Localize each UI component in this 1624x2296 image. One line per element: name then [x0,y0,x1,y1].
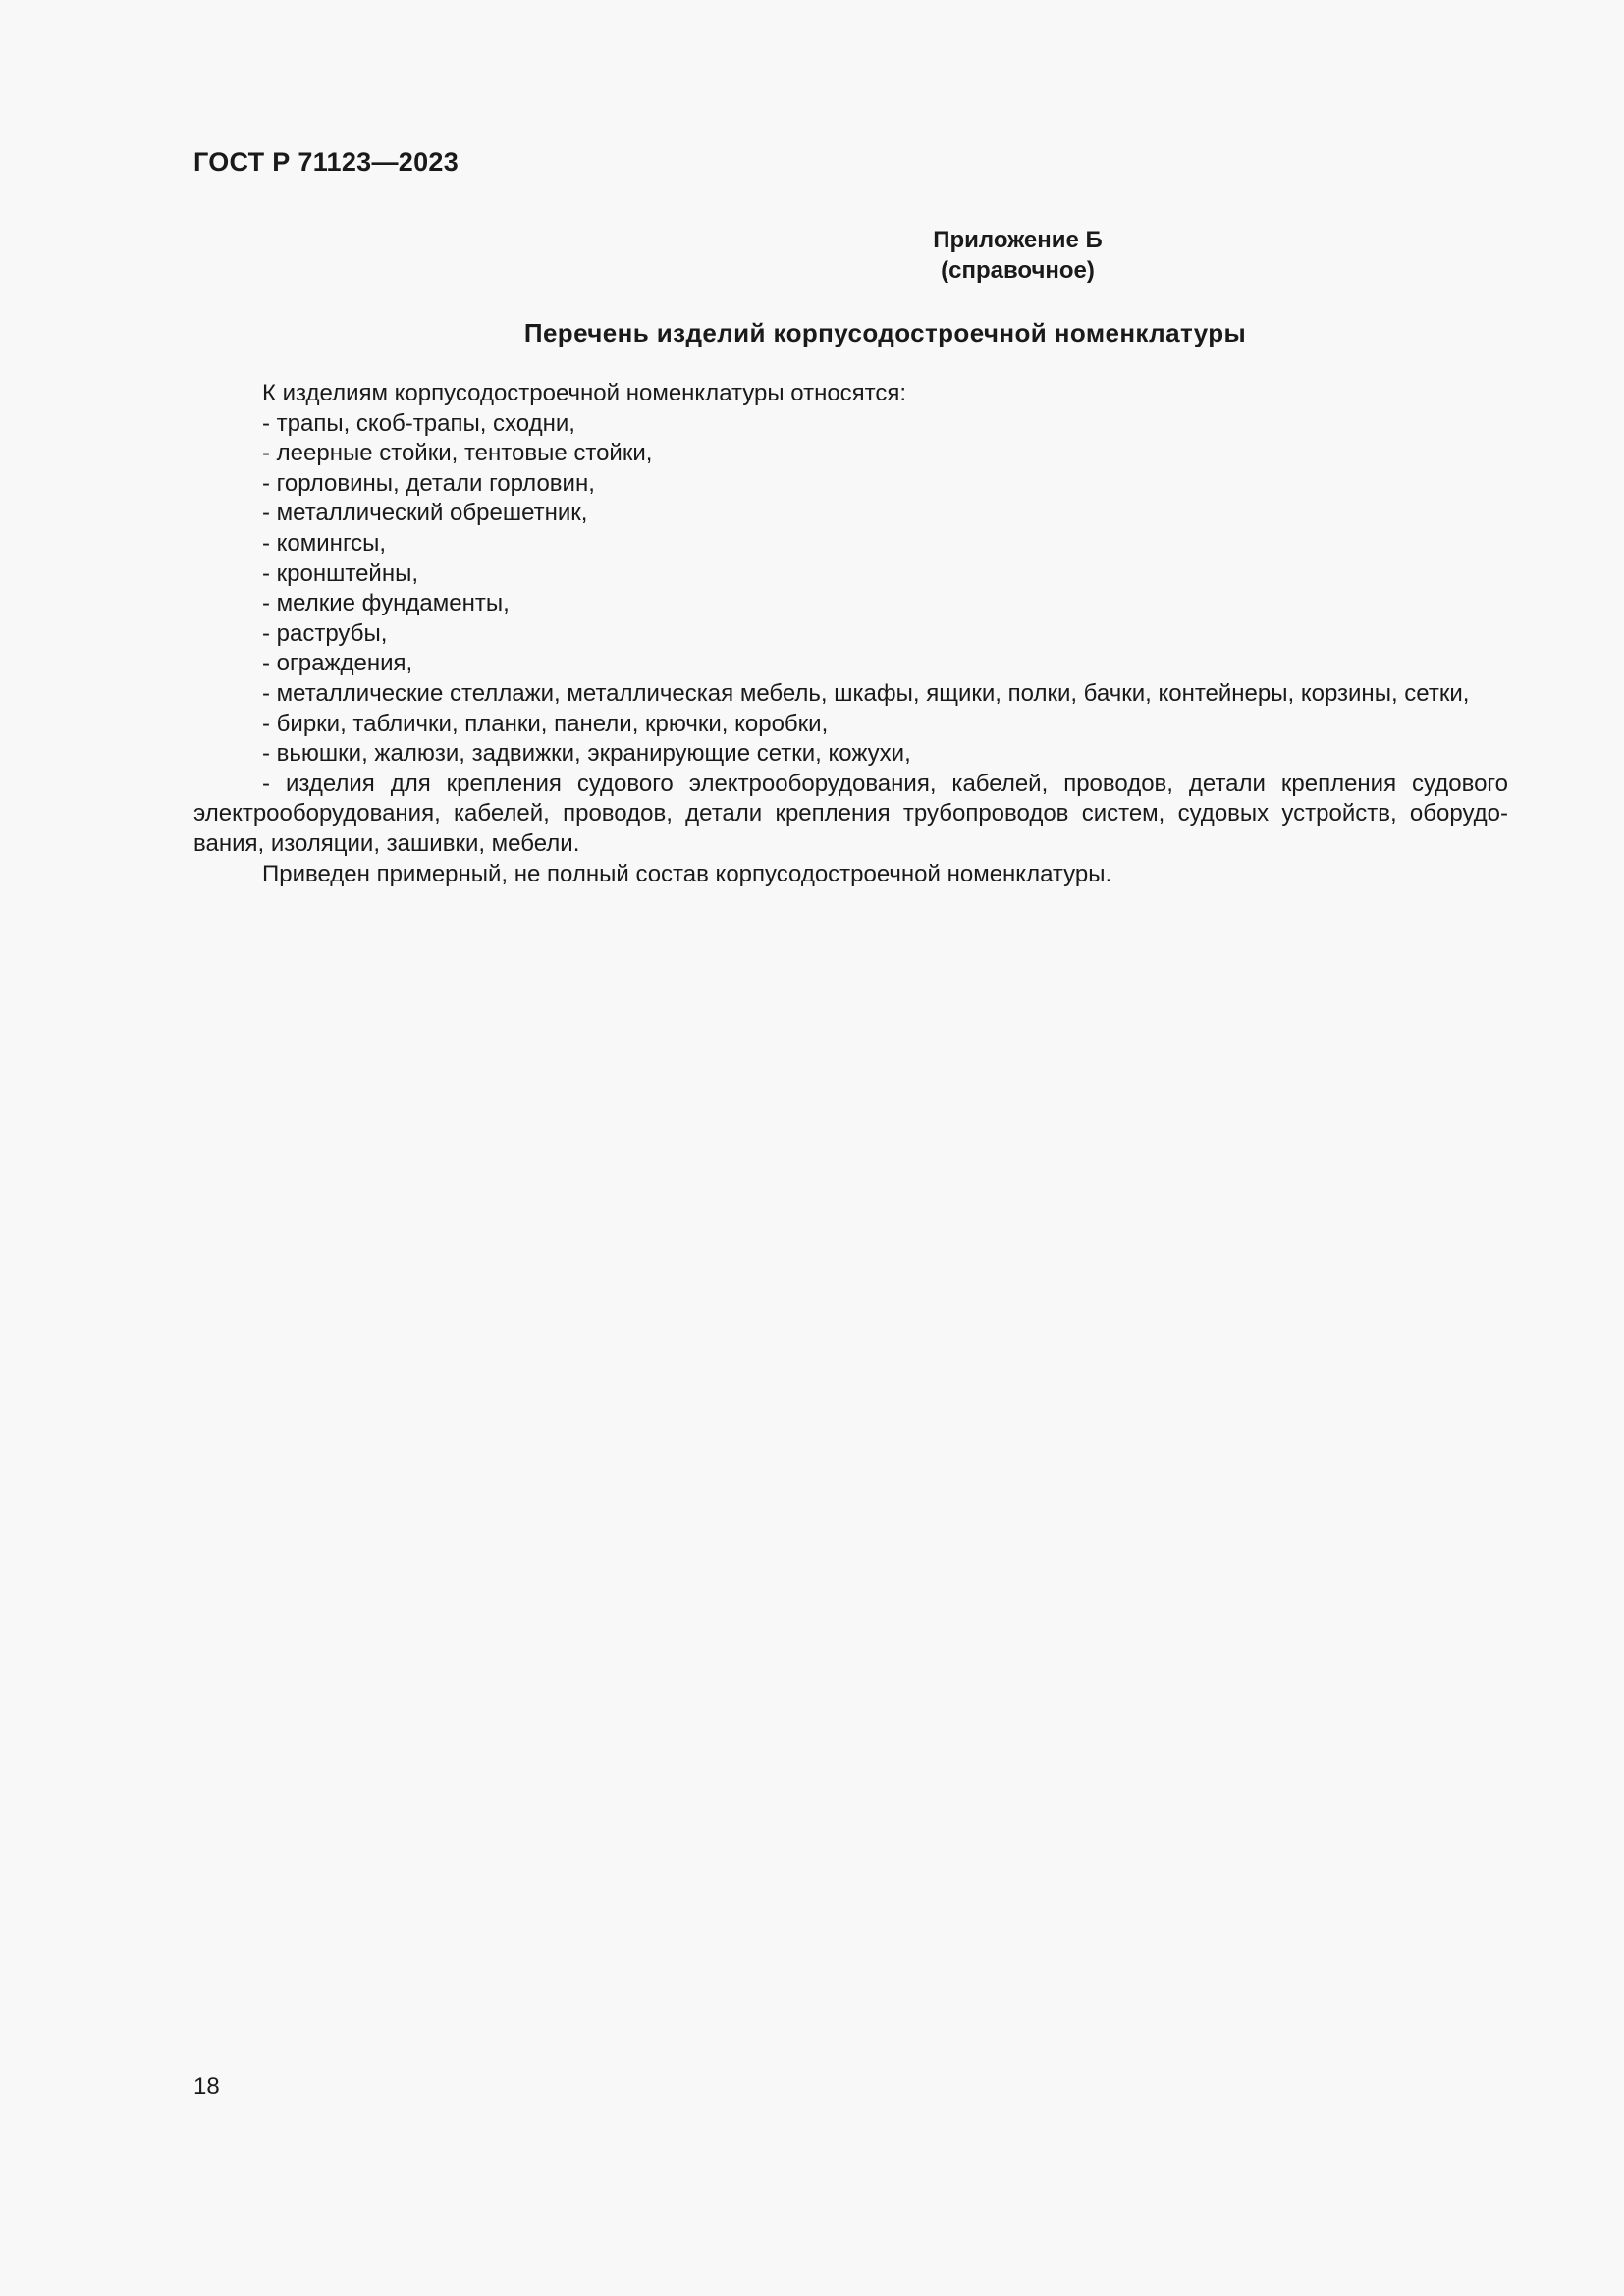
body-text [193,379,1508,889]
appendix-status: (справочное) [941,257,1095,284]
list-item: - металлические стеллажи, металлическая мебель, шкафы, ящики, полки, бачки, контейнеры, корзины, сетки, [262,679,1470,707]
section-title: Перечень изделий корпусодостроечной номенклатуры [523,318,1247,347]
list-item: - металлический обрешетник, [262,500,588,527]
list-item: - изделия для крепления судового электрооборудования, кабелей, проводов, детали крепления судового электрооборудования, кабелей, проводов, детали крепления трубопроводов систем, судовых устройств, оборудования, изоляции, зашивки, мебели. [193,770,1508,857]
page-number: 18 [193,2073,220,2100]
list-item: - мелкие фундаменты, [262,590,510,617]
list-item: - вьюшки, жалюзи, задвижки, экранирующие сетки, кожухи, [262,740,911,768]
list-item: - трапы, скоб-трапы, сходни, [262,409,575,437]
note-paragraph: Приведен примерный, не полный состав корпусодостроечной номенклатуры. [262,860,1112,887]
list-item: - горловины, детали горловин, [262,469,595,497]
list-item: - кронштейны, [262,560,419,587]
list-item: - ограждения, [262,650,413,677]
list-item: - бирки, таблички, планки, панели, крючки, коробки, [262,710,829,737]
list-item: - комингсы, [262,529,387,557]
intro-paragraph: К изделиям корпусодостроечной номенклатуры относятся: [262,380,907,406]
appendix-heading [193,225,1508,286]
document-code: ГОСТ Р 71123—2023 [193,147,460,177]
list-item: - леерные стойки, тентовые стойки, [262,440,653,467]
list-item: - раструбы, [262,619,388,647]
appendix-label: Приложение Б [933,227,1103,253]
